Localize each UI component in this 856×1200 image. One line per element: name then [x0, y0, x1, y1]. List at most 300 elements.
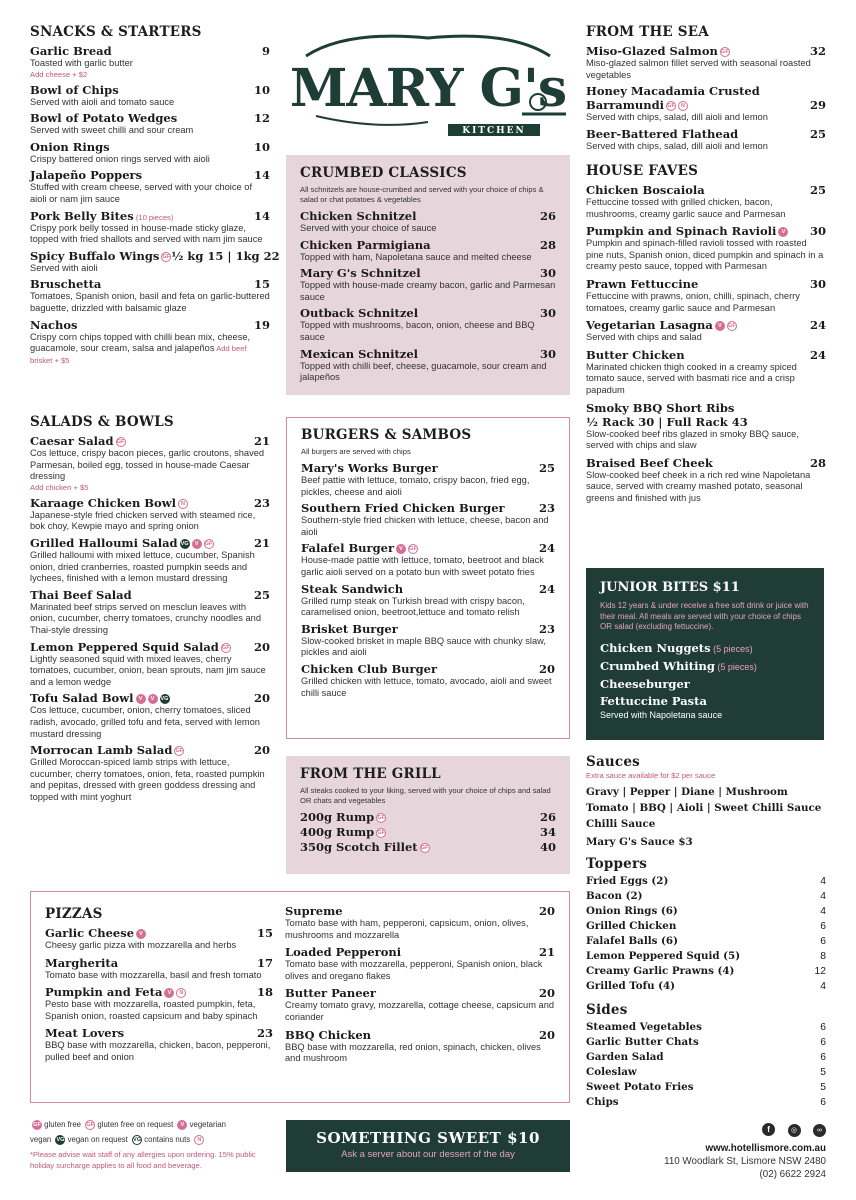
facebook-icon[interactable]: f [762, 1123, 775, 1136]
item-name [586, 1080, 694, 1095]
item-row [586, 934, 826, 949]
item-name-text: Creamy Garlic Prawns (4) [586, 965, 735, 977]
item-desc [30, 550, 270, 585]
item-name-text: Spicy Buffalo Wings [30, 248, 160, 263]
item-price: 6 [820, 1052, 826, 1063]
vegan-icon: VG [160, 696, 169, 703]
item-desc-text: Creamy tomato gravy, mozzarella, cottage cheese, capsicum and coriander [285, 1000, 555, 1022]
item-name [30, 496, 188, 510]
item-desc-text: Miso-glazed salmon fillet served with seasonal roasted vegetables [586, 58, 811, 80]
fave-item [586, 348, 826, 397]
item-price: 29 [809, 98, 826, 113]
burgers-note: All burgers are served with chips [301, 447, 411, 456]
item-row [30, 588, 270, 602]
item-name-text: Grilled Chicken [586, 920, 677, 932]
snack-item [30, 248, 280, 275]
item-name-text: Pork Belly Bites [30, 208, 134, 223]
item-row [586, 401, 826, 415]
item-desc [300, 361, 556, 384]
item-row [301, 582, 555, 596]
item-name [30, 318, 77, 332]
item-desc [301, 515, 555, 538]
item-price: 21 [253, 434, 270, 448]
faves-section [586, 163, 826, 509]
item-desc [586, 470, 826, 505]
item-desc [285, 918, 555, 941]
item-row [30, 640, 270, 654]
item-name-text: Chips [586, 1096, 619, 1108]
junior-item-name: Cheeseburger [600, 676, 690, 691]
item-name-text: Bowl of Chips [30, 82, 119, 97]
sauces-line2: Tomato | BBQ | Aioli | Sweet Chilli Sauce [586, 802, 822, 814]
item-name-text: Chicken Boscaiola [586, 183, 705, 197]
item-row [30, 140, 270, 154]
item-desc-text: BBQ base with mozzarella, chicken, bacon, pepperoni, pulled beef and onion [45, 1040, 271, 1062]
item-price: 14 [253, 208, 270, 223]
faves-title: HOUSE FAVES [586, 163, 699, 179]
item-name-text: Garlic Butter Chats [586, 1036, 699, 1048]
burger-item [301, 541, 555, 578]
item-desc [30, 654, 270, 689]
sauces-line1: Gravy | Pepper | Diane | Mushroom [586, 786, 788, 798]
item-name [300, 825, 386, 839]
item-desc [586, 362, 826, 397]
item-row [30, 168, 270, 182]
item-name-text: Sweet Potato Fries [586, 1081, 694, 1093]
item-name [30, 691, 170, 705]
item-name-text: Prawn Fettuccine [586, 276, 699, 291]
item-name-text: Meat Lovers [45, 1026, 125, 1041]
item-name [586, 277, 698, 291]
item-row-2 [586, 98, 826, 112]
topper-item [586, 979, 826, 994]
item-name [586, 1020, 702, 1035]
item-desc-text: Slow-cooked brisket in maple BBQ sauce with chunky slaw, pickles and aioli [301, 635, 546, 658]
item-row [300, 840, 556, 854]
item-name-text: Pumpkin and Spinach Ravioli [586, 224, 777, 239]
item-desc [300, 223, 556, 235]
item-price: 4 [820, 891, 826, 902]
item-desc [586, 332, 826, 344]
snack-item [30, 168, 270, 205]
side-item [586, 1020, 826, 1035]
topper-item [586, 889, 826, 904]
item-desc [30, 125, 270, 137]
salad-item [30, 588, 270, 637]
gluten-free-request-icon: GF [116, 439, 125, 445]
item-name [45, 985, 186, 999]
item-desc-text: Tomato base with ham, pepperoni, capsicum, onion, olives, mushrooms and mozzarella [285, 918, 529, 940]
item-name [301, 662, 437, 676]
gluten-free-request-icon: GF [222, 644, 230, 651]
pizza-item [45, 956, 273, 982]
item-price: 23 [538, 501, 555, 516]
junior-item-qty: (5 pieces) [710, 643, 753, 654]
item-price: 14 [253, 168, 270, 183]
item-name [300, 209, 416, 223]
item-desc-text: Slow-cooked beef cheek in a rich red wine Napoletana sauce, served with creamy mashed potato, seasonal greens and finished with jus [586, 469, 811, 503]
vegetarian-legend-icon: V [177, 1120, 187, 1130]
instagram-icon[interactable]: ◎ [788, 1124, 801, 1137]
item-name [586, 1035, 699, 1050]
sauces-section [586, 754, 826, 852]
side-item [586, 1050, 826, 1065]
nut-icon: N [678, 101, 688, 111]
item-desc-text: Crispy battered onion rings served with aioli [30, 153, 210, 164]
item-name-2-wrap [586, 98, 688, 112]
item-row [586, 318, 826, 332]
item-name [586, 979, 675, 994]
item-row [45, 1026, 273, 1040]
item-name [586, 318, 737, 332]
item-row [30, 743, 270, 757]
item-row [586, 183, 826, 197]
item-name [586, 456, 713, 470]
item-row [301, 541, 555, 555]
item-name [586, 401, 734, 415]
item-name-text: Margherita [45, 955, 119, 970]
item-row [586, 874, 826, 889]
item-name [586, 84, 760, 98]
item-desc [301, 475, 555, 498]
salad-item [30, 496, 270, 533]
item-row [301, 622, 555, 636]
item-name-text: Fried Eggs (2) [586, 875, 669, 887]
vegetarian-icon: V [136, 929, 146, 939]
item-name-text: Butter Paneer [285, 986, 376, 1001]
salad-item [30, 434, 270, 493]
item-desc-text: Cos lettuce, crispy bacon pieces, garlic croutons, shaved Parmesan, boiled egg, tossed in house-made Caesar dressing [30, 448, 265, 482]
logo-graphic [286, 26, 570, 144]
gluten-free-request-icon: GF [377, 830, 385, 836]
item-row [30, 496, 270, 510]
item-name-text: Pumpkin and Feta [45, 985, 163, 1000]
item-price: ½ kg 15 | 1kg 22 [171, 248, 280, 263]
sea-section [586, 24, 826, 155]
nut-icon: N [194, 1135, 204, 1145]
gluten-free-request-icon: GF [377, 815, 385, 821]
item-row [30, 434, 270, 448]
item-row [586, 919, 826, 934]
item-row [586, 1035, 826, 1050]
sweet-title: SOMETHING SWEET $10 [316, 1129, 540, 1147]
topper-item [586, 904, 826, 919]
item-name-text: Onion Rings (6) [586, 905, 678, 917]
sauces-line3: Chilli Sauce [586, 818, 656, 830]
item-desc-text: Topped with chilli beef, cheese, guacamole, sour cream and jalapeños [300, 360, 547, 383]
item-desc-text: BBQ base with mozzarella, red onion, spinach, chicken, olives and mushroom [285, 1041, 541, 1064]
item-desc-text: Crispy pork belly tossed in house-made sticky glaze, topped with fried shallots and served with nam jim sauce [30, 222, 263, 245]
burger-item [301, 501, 555, 538]
item-desc [30, 58, 270, 70]
item-desc [586, 291, 826, 314]
item-desc-text: Slow-cooked beef ribs glazed in smoky BBQ sauce, served with chips and slaw [586, 428, 799, 451]
item-desc [301, 676, 555, 699]
snack-item [30, 318, 270, 367]
item-price: 30 [539, 306, 556, 321]
item-name-text: Grilled Tofu (4) [586, 980, 676, 992]
item-price: 9 [261, 44, 270, 58]
item-row [586, 224, 826, 238]
item-desc-text: Pesto base with mozzarella, roasted pumpkin, feta, Spanish onion, roasted capsicum and baby spinach [45, 999, 258, 1021]
item-row [586, 456, 826, 470]
item-price: 28 [539, 237, 556, 252]
item-price: 21 [253, 535, 270, 550]
salad-item [30, 536, 270, 585]
junior-item-qty: (5 pieces) [714, 661, 757, 672]
item-price: 17 [256, 955, 273, 970]
item-name [30, 209, 173, 223]
snack-item [30, 83, 270, 109]
item-desc-text: Stuffed with cream cheese, served with your choice of aioli or nam jim sauce [30, 182, 253, 204]
item-name-text: Nachos [30, 317, 78, 332]
item-price: 4 [820, 906, 826, 917]
item-name [30, 277, 101, 291]
item-name [30, 111, 177, 125]
logo [286, 26, 570, 144]
crumbed-item [300, 209, 556, 235]
item-desc-text: Southern-style fried chicken with lettuce, cheese, bacon and aioli [301, 515, 549, 537]
item-price: 23 [538, 621, 555, 636]
topper-item [586, 874, 826, 889]
item-desc-text: Tomatoes, Spanish onion, basil and feta on garlic-buttered baguette, drizzled with balsamic glaze [30, 291, 270, 313]
item-price: 15 [253, 277, 270, 292]
item-row [300, 347, 556, 361]
item-row [30, 44, 270, 58]
item-price: 12 [253, 111, 270, 126]
vegetarian-icon: V [148, 694, 158, 704]
nut-icon: N [178, 499, 188, 509]
tripadvisor-icon[interactable]: ∞ [813, 1124, 826, 1137]
grill-section [286, 756, 570, 874]
sea-item [586, 127, 826, 153]
item-row-2 [586, 415, 826, 429]
item-name [30, 588, 132, 602]
item-row [301, 662, 555, 676]
burger-item [301, 461, 555, 498]
item-desc-text: Served with chips and salad [586, 332, 702, 343]
item-desc [30, 263, 270, 275]
gluten-free-request-icon: GF [721, 49, 729, 55]
grill-item [300, 825, 556, 839]
item-desc-text: Tomato base with mozzarella, pepperoni, Spanish onion, black olives and oregano flakes [285, 959, 543, 981]
item-desc-text: Served with chips, salad, dill aioli and lemon [586, 140, 768, 151]
snack-item [30, 111, 270, 137]
item-price: 4 [820, 876, 826, 887]
snacks-title: SNACKS & STARTERS [30, 24, 202, 40]
pizza-item [285, 1028, 555, 1065]
item-name-text: Southern Fried Chicken Burger [301, 501, 505, 516]
item-price: 24 [538, 581, 555, 596]
crumbed-item [300, 306, 556, 343]
item-name [586, 127, 738, 141]
gluten-free-request-icon: GF [86, 1121, 95, 1128]
vegan-icon: VG [56, 1136, 65, 1143]
contact-web[interactable]: www.hotellismore.com.au [705, 1143, 826, 1154]
item-name-2: ½ Rack 30 | Full Rack 43 [586, 414, 748, 429]
item-price: 30 [539, 346, 556, 361]
item-price: 6 [820, 936, 826, 947]
item-name-text: 200g Rump [300, 810, 375, 824]
burger-item [301, 662, 555, 699]
item-price: 30 [539, 266, 556, 281]
item-name [586, 1065, 637, 1080]
snack-item [30, 44, 270, 80]
item-name [301, 582, 403, 596]
legend [30, 1117, 270, 1171]
item-row [300, 306, 556, 320]
item-price: 24 [809, 347, 826, 362]
item-name-text: Miso-Glazed Salmon [586, 44, 718, 58]
item-row [586, 904, 826, 919]
junior-note: Kids 12 years & under receive a free soft drink or juice with their meal. All meals are served with your choice of chips OR salad (excluding fettuccine). [600, 601, 809, 631]
item-name-text: Falafel Balls (6) [586, 935, 678, 947]
item-name [586, 44, 730, 58]
item-desc [300, 280, 556, 303]
item-desc-text: Served with aioli and tomato sauce [30, 96, 175, 107]
item-price: 15 [256, 926, 273, 940]
junior-pasta-desc: Served with Napoletana sauce [600, 709, 723, 720]
legend-gfr: gluten free on request [97, 1120, 174, 1129]
item-desc [30, 154, 270, 166]
item-name-text: Chicken Parmigiana [300, 237, 431, 252]
item-desc-text: Tomato base with mozzarella, basil and fresh tomato [45, 969, 262, 980]
item-name-text: Bruschetta [30, 277, 102, 292]
item-row [30, 536, 270, 550]
logo-subtitle: KITCHEN [462, 126, 526, 136]
item-desc-text: Toasted with garlic butter [30, 58, 133, 68]
item-name [45, 956, 118, 970]
item-row [301, 461, 555, 475]
item-price: 20 [538, 661, 555, 676]
item-price: 20 [538, 904, 555, 918]
item-desc [301, 596, 555, 619]
item-price: 23 [253, 495, 270, 510]
item-name-text: 350g Scotch Fillet [300, 840, 418, 854]
item-name-2-wrap [586, 415, 748, 429]
vegetarian-icon: V [715, 321, 725, 331]
item-desc [586, 58, 826, 81]
item-desc-text: Fettuccine with prawns, onion, chilli, spinach, cherry tomatoes, creamy garlic sauce and Parmesan [586, 290, 800, 313]
item-name [301, 622, 398, 636]
item-name [30, 140, 110, 154]
gluten-free-request-icon: GF [409, 546, 417, 553]
item-desc [30, 97, 270, 109]
item-desc [285, 1000, 555, 1023]
item-price: 25 [809, 126, 826, 141]
item-price: 6 [820, 1097, 826, 1108]
vegan-icon: VG [180, 540, 189, 547]
contact-phone: (02) 6622 2924 [759, 1169, 826, 1180]
item-row [300, 810, 556, 824]
item-price: 32 [809, 44, 826, 58]
item-name [300, 347, 418, 361]
item-desc [30, 510, 270, 533]
side-item [586, 1065, 826, 1080]
item-desc-text: Fettuccine tossed with grilled chicken, bacon, mushrooms, creamy garlic sauce and Parmesan [586, 197, 786, 219]
item-row [586, 1065, 826, 1080]
item-row [285, 986, 555, 1000]
item-name-text: Beer-Battered Flathead [586, 126, 739, 141]
salad-item [30, 640, 270, 689]
item-name [300, 238, 431, 252]
sides-title: Sides [586, 1002, 628, 1018]
vegetarian-icon: V [164, 988, 174, 998]
snack-item [30, 277, 270, 314]
snacks-section [30, 24, 280, 369]
item-name-text: Mary G's Schnitzel [300, 266, 421, 281]
item-price: 10 [253, 139, 270, 154]
item-name-text: Butter Chicken [586, 347, 685, 362]
item-desc-text: Served with chips, salad, dill aioli and lemon [586, 112, 768, 123]
fave-item [586, 183, 826, 220]
item-desc-text: Beef pattie with lettuce, tomato, crispy bacon, fried egg, pickles, cheese and aioli [301, 475, 530, 497]
item-row [45, 956, 273, 970]
sauces-line4: Mary G's Sauce $3 [586, 836, 693, 848]
item-desc [300, 252, 556, 264]
junior-title: JUNIOR BITES $11 [600, 580, 740, 595]
crumbed-section [286, 155, 570, 395]
side-item [586, 1080, 826, 1095]
topper-item [586, 934, 826, 949]
item-row [586, 44, 826, 58]
crumbed-item [300, 238, 556, 264]
item-desc-text: Grilled rump steak on Turkish bread with crispy bacon, caramelised onion, beetroot,lettuce and tomato relish [301, 595, 525, 618]
item-desc [301, 636, 555, 659]
sea-item [586, 44, 826, 81]
pizza-item [45, 926, 273, 952]
item-price: 20 [538, 986, 555, 1001]
fave-item [586, 277, 826, 314]
item-desc-text: Marinated chicken thigh cooked in a creamy spiced tomato sauce, served with basmati rice and a crisp papadum [586, 361, 797, 395]
item-desc-text: Pumpkin and spinach-filled ravioli tossed with roasted pine nuts, Spanish onion, diced pumpkin and spinach in a creamy pesto sauce, topped with Parmesan [586, 238, 824, 272]
gluten-free-request-icon: GF [420, 845, 429, 851]
item-desc [30, 182, 270, 205]
item-name [30, 434, 126, 448]
item-price: 4 [820, 981, 826, 992]
item-desc [285, 959, 555, 982]
item-desc-text: House-made pattie with lettuce, tomato, beetroot and black garlic aioli served on a potato bun with sweet potato fries [301, 555, 544, 577]
item-name-text: Mary's Works Burger [301, 461, 438, 475]
legend-disclaimer: *Please advise wait staff of any allergies upon ordering. 15% public holiday surcharge applies to all food and beverage. [30, 1150, 256, 1170]
item-name [285, 945, 401, 959]
item-row [285, 1028, 555, 1042]
item-name-text: Coleslaw [586, 1066, 637, 1078]
item-name-text: Caesar Salad [30, 434, 114, 448]
item-desc-text: Crispy corn chips topped with chilli bean mix, cheese, guacamole, sour cream, salsa and jalapeños [30, 331, 251, 354]
item-name-text: Garlic Cheese [45, 926, 135, 940]
burger-item [301, 622, 555, 659]
item-desc-text: Marinated beef strips served on mesclun leaves with onion, cucumber, cherry tomatoes, crunchy noodles and Thai-style dressing [30, 601, 262, 635]
fave-item [586, 401, 826, 452]
item-price: 20 [538, 1027, 555, 1042]
item-name [586, 949, 740, 964]
gluten-free-request-icon: GF [175, 748, 184, 755]
burgers-title: BURGERS & SAMBOS [301, 427, 472, 443]
item-name [300, 266, 421, 280]
item-desc [45, 970, 273, 982]
junior-item-name: Fettuccine Pasta [600, 693, 707, 708]
item-row [586, 949, 826, 964]
item-desc-text: Served with aioli [30, 262, 98, 273]
item-row [586, 979, 826, 994]
topper-item [586, 964, 826, 979]
item-name [301, 541, 418, 555]
item-desc-text: Lightly seasoned squid with mixed leaves, cherry tomatoes, cucumber, onion, bean sprouts, nam jim sauce and a lemon wedge [30, 653, 266, 687]
item-desc [45, 940, 273, 952]
item-name-text: Vegetarian Lasagna [586, 318, 713, 333]
item-row [30, 209, 270, 223]
